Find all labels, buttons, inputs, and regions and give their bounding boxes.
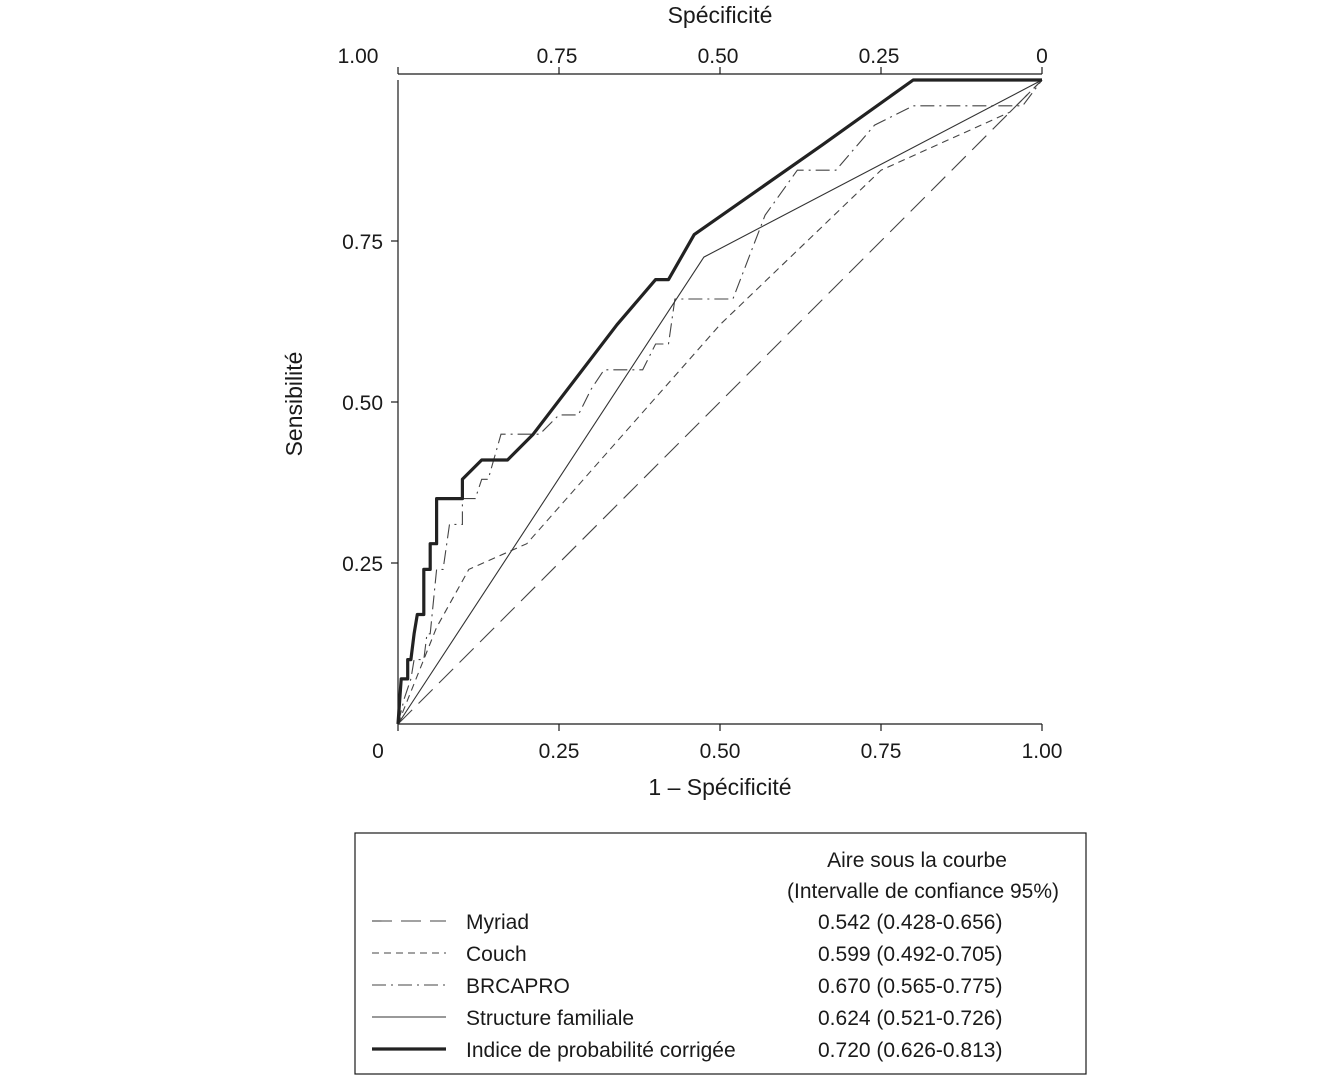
top-tick-label: 0.25 bbox=[858, 45, 900, 68]
top-axis-title: Spécificité bbox=[667, 2, 773, 28]
legend-label-structure-familiale: Structure familiale bbox=[466, 1007, 635, 1030]
legend-label-myriad: Myriad bbox=[466, 911, 530, 934]
x-tick-label: 0.25 bbox=[538, 740, 580, 763]
x-tick-label: 1.00 bbox=[1021, 740, 1063, 763]
y-tick-label: 0.25 bbox=[342, 553, 383, 576]
x-axis-title: 1 – Spécificité bbox=[648, 774, 792, 800]
top-tick-label: 0.75 bbox=[536, 45, 578, 68]
legend-label-brcapro: BRCAPRO bbox=[466, 975, 570, 998]
top-tick-label: 0.50 bbox=[697, 45, 739, 68]
x-tick-label: 0.50 bbox=[699, 740, 741, 763]
x-tick-label: 0 bbox=[372, 740, 384, 763]
legend-header-2: (Intervalle de confiance 95%) bbox=[787, 880, 1059, 903]
legend-auc-couch: 0.599 (0.492-0.705) bbox=[818, 943, 1003, 966]
legend-auc-brcapro: 0.670 (0.565-0.775) bbox=[818, 975, 1003, 998]
y-axis-title: Sensibilité bbox=[281, 351, 307, 457]
y-ticks bbox=[342, 231, 398, 576]
x-tick-label: 0.75 bbox=[860, 740, 902, 763]
legend-label-indice-probabilite: Indice de probabilité corrigée bbox=[466, 1039, 736, 1062]
x-ticks bbox=[372, 724, 1062, 763]
series-line-indice-probabilite bbox=[398, 80, 1042, 724]
legend bbox=[355, 833, 1086, 1074]
legend-auc-structure-familiale: 0.624 (0.521-0.726) bbox=[818, 1007, 1003, 1030]
series-line-structure-familiale bbox=[398, 80, 1042, 724]
series-line-myriad bbox=[398, 80, 1042, 724]
top-ticks bbox=[338, 45, 1048, 74]
top-tick-label: 0 bbox=[1036, 45, 1048, 68]
top-tick-label: 1.00 bbox=[337, 45, 379, 68]
legend-auc-indice-probabilite: 0.720 (0.626-0.813) bbox=[818, 1039, 1003, 1062]
series-line-couch bbox=[398, 80, 1042, 724]
legend-label-couch: Couch bbox=[466, 943, 527, 966]
y-tick-label: 0.50 bbox=[342, 392, 383, 415]
series-line-brcapro bbox=[398, 80, 1042, 724]
y-tick-label: 0.75 bbox=[342, 231, 383, 254]
roc-curves bbox=[398, 80, 1042, 724]
legend-header-1: Aire sous la courbe bbox=[827, 849, 1007, 872]
legend-auc-myriad: 0.542 (0.428-0.656) bbox=[818, 911, 1003, 934]
